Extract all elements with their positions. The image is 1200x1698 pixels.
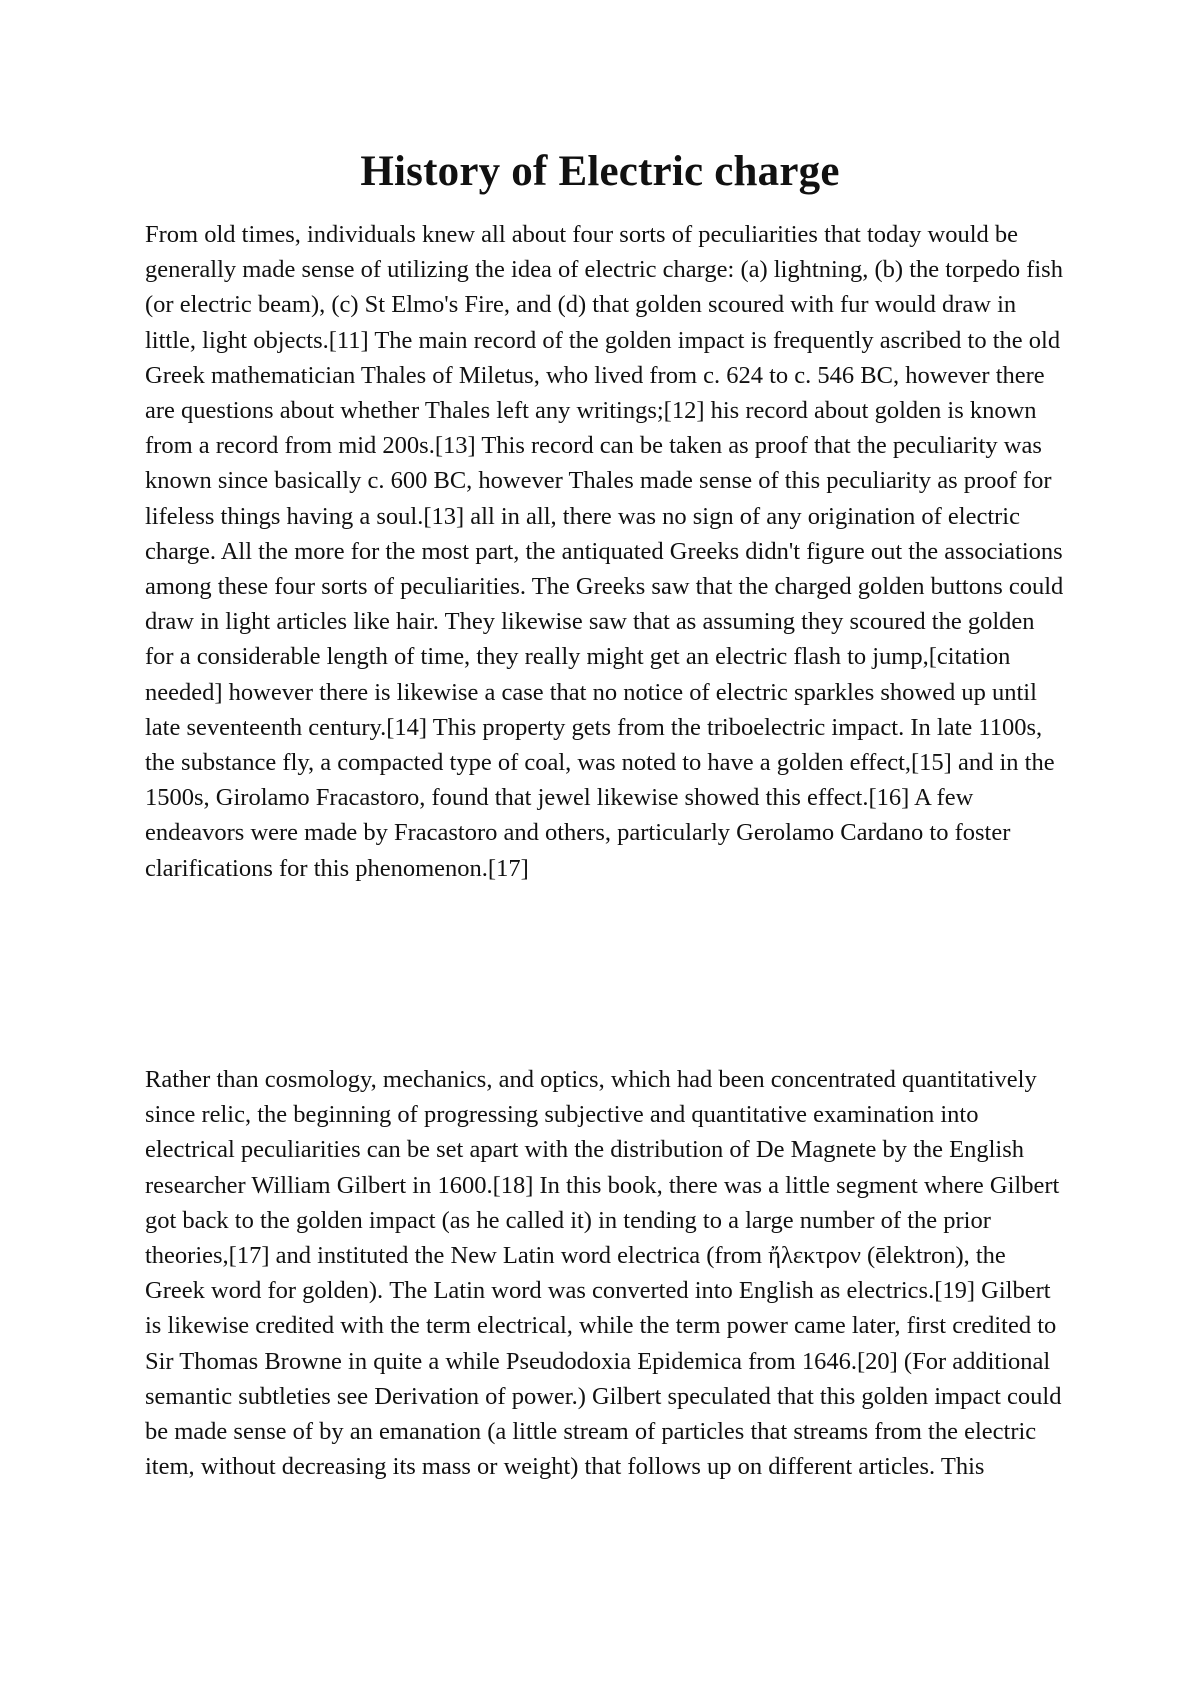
page-title: History of Electric charge [360,148,840,195]
paragraph-1: From old times, individuals knew all about four sorts of peculiarities that today would be generally made sense of utilizing the idea of electric charge: (a) lightning, (b) the torpedo fish (or electric beam), (c) St Elmo's Fire, and (d) that golden scoured with fur would draw in little, light objects.[11] The main record of the golden impact is frequently ascribed to the old Greek mathematician Thales of Miletus, who lived from c. 624 to c. 546 BC, however there are questions about whether Thales left any writings;[12] his record about golden is known from a record from mid 200s.[13] This record can be taken as proof that the peculiarity was known since basically c. 600 BC, however Thales made sense of this peculiarity as proof for lifeless things having a soul.[13] all in all, there was no sign of any origination of electric charge. All the more for the most part, the antiquated Greeks didn't figure out the associations among these four sorts of peculiarities. The Greeks saw that the charged golden buttons could draw in light articles like hair. They likewise saw that as assuming they scoured the golden for a considerable length of time, they really might get an electric flash to jump,[citation needed] however there is likewise a case that no notice of electric sparkles showed up until late seventeenth century.[14] This property gets from the triboelectric impact. In late 1100s, the substance fly, a compacted type of coal, was noted to have a golden effect,[15] and in the 1500s, Girolamo Fracastoro, found that jewel likewise showed this effect.[16] A few endeavors were made by Fracastoro and others, particularly Gerolamo Cardano to foster clarifications for this phenomenon.[17] [145,221,1064,882]
paragraph-2: Rather than cosmology, mechanics, and optics, which had been concentrated quantitatively since relic, the beginning of progressing subjective and quantitative examination into electrical peculiarities can be set apart with the distribution of De Magnete by the English researcher William Gilbert in 1600.[18] In this book, there was a little segment where Gilbert got back to the golden impact (as he called it) in tending to a large number of the prior theories,[17] and instituted the New Latin word electrica (from ἤλεκτρον (ēlektron), the Greek word for golden). The Latin word was converted into English as electrics.[19] Gilbert is likewise credited with the term electrical, while the term power came later, first credited to Sir Thomas Browne in quite a while Pseudodoxia Epidemica from 1646.[20] (For additional semantic subtleties see Derivation of power.) Gilbert speculated that this golden impact could be made sense of by an emanation (a little stream of particles that streams from the electric item, without decreasing its mass or weight) that follows up on different articles. This [145,1066,1062,1481]
